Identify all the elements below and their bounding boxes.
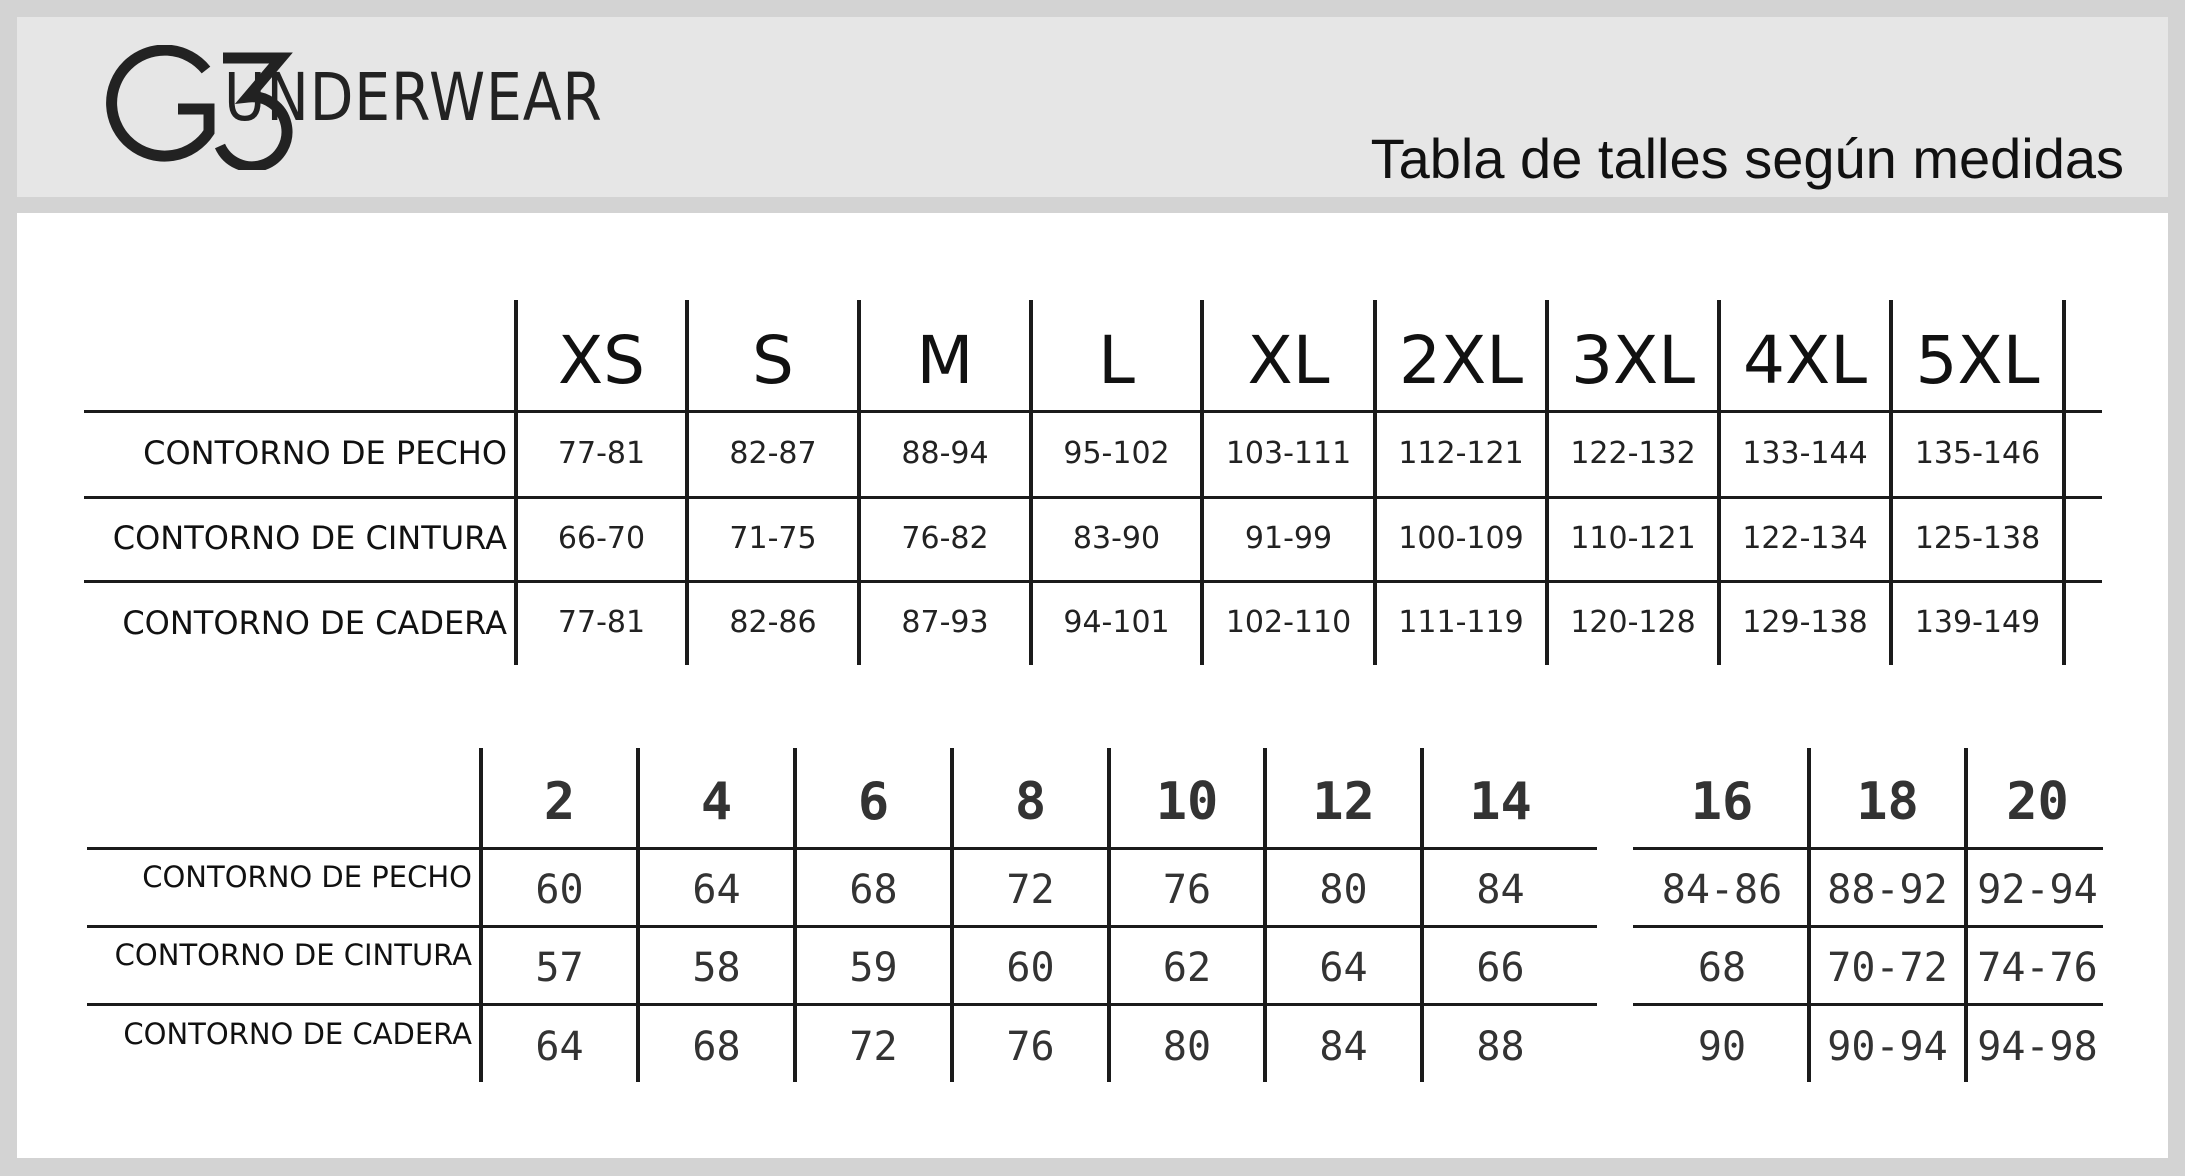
size-header: XL	[1247, 321, 1330, 399]
table-cell: 90	[1697, 1023, 1747, 1070]
size-header: 3XL	[1571, 321, 1695, 399]
size-header: 8	[1014, 771, 1047, 832]
row-label: CONTORNO DE CADERA	[122, 603, 507, 642]
table-cell: 77-81	[557, 605, 646, 640]
table-cell: 110-121	[1570, 520, 1696, 556]
table-cell: 94-101	[1063, 605, 1170, 640]
size-header: 2	[543, 771, 576, 832]
table-divider	[1633, 847, 2103, 850]
table-cell: 70-72	[1827, 945, 1948, 991]
table-cell: 84-86	[1661, 867, 1783, 913]
brand-name: UNDERWEAR	[224, 59, 603, 136]
table-cell: 135-146	[1914, 435, 2041, 471]
table-cell: 60	[1006, 945, 1055, 991]
table-cell: 112-121	[1398, 435, 1524, 471]
size-header: M	[916, 321, 974, 399]
table-cell: 84	[1319, 1023, 1368, 1070]
size-header: 10	[1155, 771, 1219, 832]
row-label: CONTORNO DE CINTURA	[112, 519, 507, 557]
table-cell: 71-75	[729, 520, 817, 556]
table-cell: 125-138	[1914, 520, 2041, 556]
table-cell: 76	[1162, 867, 1212, 913]
table-cell: 64	[692, 867, 741, 913]
table-cell: 72	[849, 1023, 898, 1070]
size-header: 16	[1690, 771, 1754, 832]
table-cell: 88-92	[1827, 867, 1948, 913]
size-header: 20	[2006, 771, 2069, 832]
row-label: CONTORNO DE PECHO	[142, 860, 472, 894]
table-cell: 88	[1476, 1023, 1525, 1070]
table-cell: 91-99	[1244, 520, 1333, 556]
table-cell: 59	[849, 945, 898, 991]
table-column-divider	[2062, 300, 2066, 665]
table-cell: 58	[692, 945, 741, 991]
header	[17, 17, 2168, 197]
table-cell: 62	[1162, 945, 1212, 991]
size-chart-panel	[17, 213, 2168, 1158]
size-header: 2XL	[1399, 321, 1523, 399]
page-title: Tabla de talles según medidas	[1370, 127, 2124, 190]
table-cell: 129-138	[1742, 605, 1868, 640]
table-cell: 60	[535, 867, 584, 913]
table-cell: 76-82	[901, 520, 989, 556]
table-cell: 64	[1319, 945, 1368, 991]
table-cell: 68	[692, 1023, 741, 1070]
table-cell: 90-94	[1827, 1023, 1948, 1070]
table-cell: 83-90	[1072, 520, 1161, 556]
table-cell: 72	[1006, 867, 1055, 913]
size-header: XS	[557, 321, 646, 399]
table-cell: 66	[1476, 945, 1525, 991]
size-header: S	[752, 321, 794, 399]
size-header: L	[1098, 321, 1135, 399]
size-header: 14	[1469, 771, 1532, 832]
table-cell: 111-119	[1398, 605, 1524, 640]
table-cell: 122-132	[1570, 435, 1696, 471]
table-cell: 95-102	[1063, 435, 1170, 471]
size-header: 5XL	[1915, 321, 2040, 399]
table-cell: 120-128	[1570, 605, 1696, 640]
row-label: CONTORNO DE CADERA	[123, 1016, 472, 1051]
table-cell: 82-87	[729, 435, 817, 471]
table-cell: 68	[849, 867, 898, 913]
table-cell: 57	[535, 945, 584, 991]
table-cell: 80	[1319, 867, 1368, 913]
table-cell: 102-110	[1225, 605, 1352, 640]
table-cell: 74-76	[1977, 945, 2098, 991]
table-cell: 139-149	[1914, 605, 2041, 640]
table-cell: 133-144	[1742, 435, 1868, 471]
table-cell: 92-94	[1977, 867, 2098, 913]
table-cell: 88-94	[901, 435, 989, 471]
table-cell: 84	[1476, 867, 1525, 913]
size-header: 4XL	[1743, 321, 1867, 399]
table-cell: 103-111	[1225, 435, 1352, 471]
table-cell: 68	[1697, 945, 1747, 991]
size-header: 18	[1856, 771, 1919, 832]
table-cell: 82-86	[729, 605, 817, 640]
table-cell: 100-109	[1398, 520, 1524, 556]
table-cell: 64	[535, 1023, 584, 1070]
size-header: 12	[1312, 771, 1375, 832]
size-header: 4	[700, 771, 733, 832]
table-cell: 77-81	[557, 435, 646, 471]
table-cell: 66-70	[557, 520, 646, 556]
row-label: CONTORNO DE CINTURA	[114, 938, 472, 972]
table-cell: 87-93	[901, 605, 989, 640]
row-label: CONTORNO DE PECHO	[143, 434, 507, 472]
size-header: 6	[857, 771, 890, 832]
table-cell: 80	[1162, 1023, 1212, 1070]
table-cell: 122-134	[1742, 520, 1868, 556]
table-cell: 76	[1006, 1023, 1055, 1070]
table-cell: 94-98	[1977, 1023, 2098, 1070]
